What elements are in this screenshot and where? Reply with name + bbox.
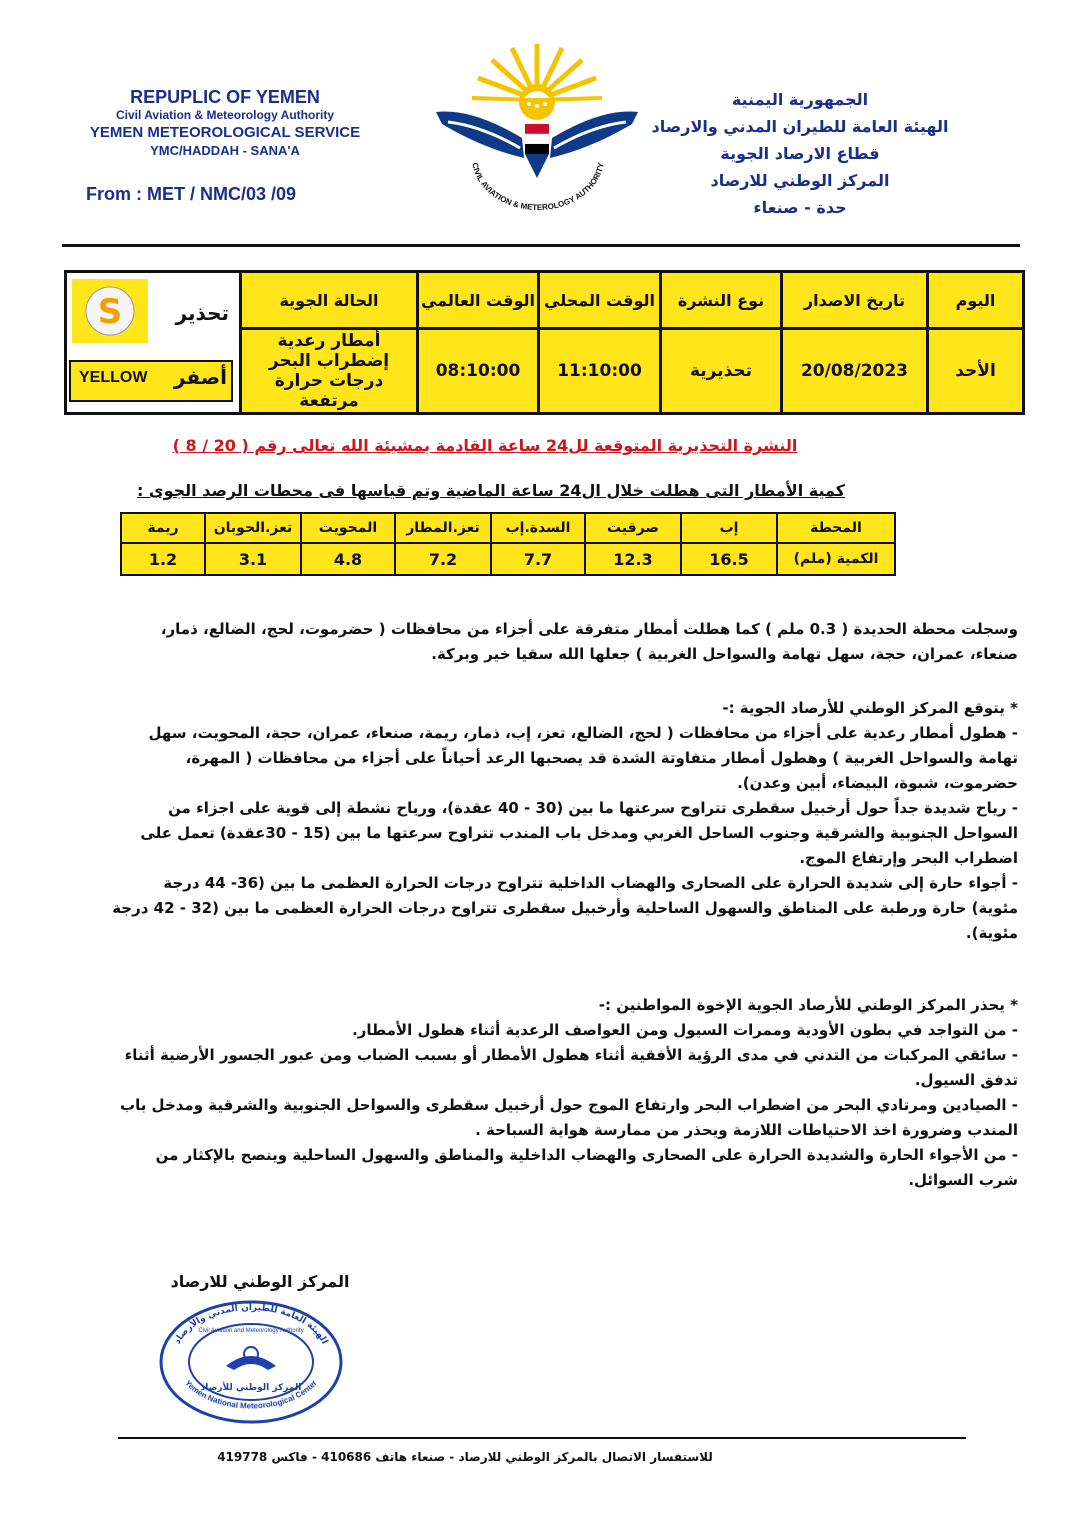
authority-logo [432,38,642,224]
rain-amount-cell: 4.8 [301,543,395,575]
rain-station-cell: ريمة [121,513,205,543]
paragraph-recorded-rain [62,617,1018,667]
rain-amount-cell: 16.5 [681,543,777,575]
yemen-flag-shield-icon [525,124,549,178]
col-header-issue-date: تاريخ الاصدار [782,272,928,329]
value-day: الأحد [928,329,1024,414]
stamp-inner-text: Civil Aviation and Meteorology Authority [198,1328,304,1334]
text-line: تدفق السيول. [914,1071,1018,1089]
header-ar-sector: قطاع الارصاد الجوية [720,144,880,163]
header-ar-authority: الهيئة العامة للطيران المدني والارصاد [651,117,949,136]
rain-station-cell: السدة.إب [491,513,585,543]
header-en-location: YMC/HADDAH - SANA'A [150,143,300,158]
text-line: صنعاء، عمران، حجة، سهل تهامة والسواحل الغربية ) جعلها الله سقيا خير وبركة. [431,645,1018,663]
forecast-heading: * يتوقع المركز الوطني للأرصاد الجوية :- [722,699,1018,717]
text-line: - أجواء حارة إلى شديدة الحرارة على الصحارى والهضاب الداخلية تتراوح درجات الحرارة العظمى ما بين (36- 44 درجة [163,874,1018,892]
text-line: اضطراب البحر وإرتفاع الموج. [799,849,1018,867]
header-divider [62,244,1020,247]
header-ar-country: الجمهورية اليمنية [731,90,869,109]
value-weather [241,329,418,414]
warning-level-ar: أصفر [173,365,227,389]
col-header-utc-time: الوقت العالمي [418,272,539,329]
value-utc-time: 08:10:00 [418,329,539,414]
logo-arc-text: CIVIL AVIATION & METEROLOGY AUTHORITY [470,161,606,213]
header-ar-center: المركز الوطني للارصاد [710,171,890,190]
footer-contact: للاستفسار الاتصال بالمركز الوطني للارصاد - صنعاء هاتف 410686 - فاكس 419778 [217,1450,713,1464]
text-line: حضرموت، شبوة، البيضاء، أبين وعدن). [737,774,1018,792]
rain-amount-cell: 1.2 [121,543,205,575]
header-en-service: YEMEN METEOROLOGICAL SERVICE [89,124,361,141]
sun-icon [519,84,555,120]
text-line: وسجلت محطة الحديدة ( 0.3 ملم ) كما هطلت أمطار متفرقة على أجزاء من محافظات ( حضرموت، لحج، الضالع، ذمار، [160,620,1018,638]
text-line: مئوية). [965,924,1018,942]
rain-station-cell: إب [681,513,777,543]
official-stamp [156,1298,346,1426]
col-header-day: اليوم [928,272,1024,329]
rainfall-title: كمية الأمطار التى هطلت خلال ال24 ساعة الماضية وتم قياسها فى محطات الرصد الجوى : [136,481,846,500]
warning-icon-letter: S [97,291,123,332]
footer-divider [118,1437,966,1439]
from-reference: From : MET / NMC/03 /09 [86,184,297,204]
text-line: شرب السوائل. [908,1171,1018,1189]
header-ar-location: حدة - صنعاء [753,198,847,217]
weather-line-high-temp: درجات حرارة مرتفعة [274,371,384,411]
bulletin-title: النشرة التحذيرية المتوقعة لل24 ساعة القادمة بمشيئة الله تعالى رقم ( 20 / 8 ) [172,436,798,455]
rain-station-cell: المحويت [301,513,395,543]
text-line: - رياح شديدة جداً حول أرخبيل سقطرى تتراوح سرعتها ما بين (30 - 40 عقدة)، ورياح نشطة إلى قوية على اجزاء من [168,799,1018,817]
col-header-bulletin-type: نوع النشرة [661,272,782,329]
value-bulletin-type: تحذيرية [661,329,782,414]
warning-level-graphic [64,275,239,411]
rain-station-cell: تعز.المطار [395,513,491,543]
header-en-authority: Civil Aviation & Meteorology Authority [115,108,334,122]
warnings-heading: * يحذر المركز الوطني للأرصاد الجوية الإخوة المواطنين :- [598,996,1018,1014]
bulletin-info-table [64,270,1025,415]
text-line: - سائقي المركبات من التدني في مدى الرؤية الأفقية أثناء هطول الأمطار أو بسبب الضباب ومن عبور الجسور الأرضية أثناء [124,1046,1018,1064]
text-line: السواحل الجنوبية والشرقية وجنوب الساحل الغربي ومدخل باب المندب تتراوح سرعتها ما بين (15 - 30عقدة) تعمل على [140,824,1018,842]
stamp-top-text: الهيئة العامة للطيران المدني والأرصاد [172,1302,330,1346]
warning-level-en: YELLOW [79,369,148,386]
col-header-weather: الحالة الجوية [241,272,418,329]
text-line: - الصيادين ومرتادي البحر من اضطراب البحر وارتفاع الموج حول أرخبيل سقطرى والسواحل الجنوبية والشرقية ومدخل باب [120,1096,1018,1114]
col-header-local-time: الوقت المحلي [539,272,661,329]
value-issue-date: 20/08/2023 [782,329,928,414]
header-arabic [640,86,960,221]
rain-amount-header: الكمية (ملم) [777,543,895,575]
rainfall-table [120,512,896,576]
stamp-bottom-text: Yemen National Meteorological Center [183,1378,319,1411]
rain-station-header: المحطة [777,513,895,543]
rain-amount-cell: 12.3 [585,543,681,575]
header-en-country: REPUPLIC OF YEMEN [130,87,320,107]
text-line: - من التواجد في بطون الأودية وممرات السيول ومن العواصف الرعدية أثناء هطول الأمطار. [352,1021,1018,1039]
signature-label: المركز الوطني للارصاد [170,1272,350,1291]
value-local-time: 11:10:00 [539,329,661,414]
rain-station-cell: تعز.الحوبان [205,513,301,543]
text-line: مئوية) حارة ورطبة على المناطق والسهول الساحلية وأرخبيل سقطرى تتراوح درجات الحرارة العظمى ما بين (32 - 42 درجة [112,899,1018,917]
rain-station-cell: صرقيت [585,513,681,543]
paragraph-warnings [62,993,1018,1193]
text-line: - هطول أمطار رعدية على أجزاء من محافظات ( لحج، الضالع، تعز، إب، ذمار، ريمة، صنعاء، عمران، حجة، المحويت، سهل [148,724,1018,742]
paragraph-forecast [62,696,1018,946]
rain-amount-cell: 7.7 [491,543,585,575]
warning-label: تحذير [175,301,229,325]
weather-line-rough-sea: إضطراب البحر [268,351,390,371]
text-line: تهامة والسواحل الغربية ) وهطول أمطار متفاوتة الشدة قد يصحبها الرعد أحياناً على أجزاء من محافظات ( المهرة، [185,749,1018,767]
text-line: المندب وضرورة اخذ الاحتياطات اللازمة ويحذر من ممارسة هواية السباحة . [475,1121,1018,1139]
stamp-emblem-icon [226,1356,276,1370]
header-english [60,86,390,159]
warning-level-box [66,272,241,414]
weather-line-thunderstorms: أمطار رعدية [277,331,381,351]
rain-amount-cell: 3.1 [205,543,301,575]
text-line: - من الأجواء الحارة والشديدة الحرارة على الصحارى والهضاب الداخلية والمناطق والسهول الساحلية وينصح بالإكثار من [155,1146,1018,1164]
stamp-center-name: المركز الوطني للأرصاد [200,1383,302,1393]
rain-amount-cell: 7.2 [395,543,491,575]
